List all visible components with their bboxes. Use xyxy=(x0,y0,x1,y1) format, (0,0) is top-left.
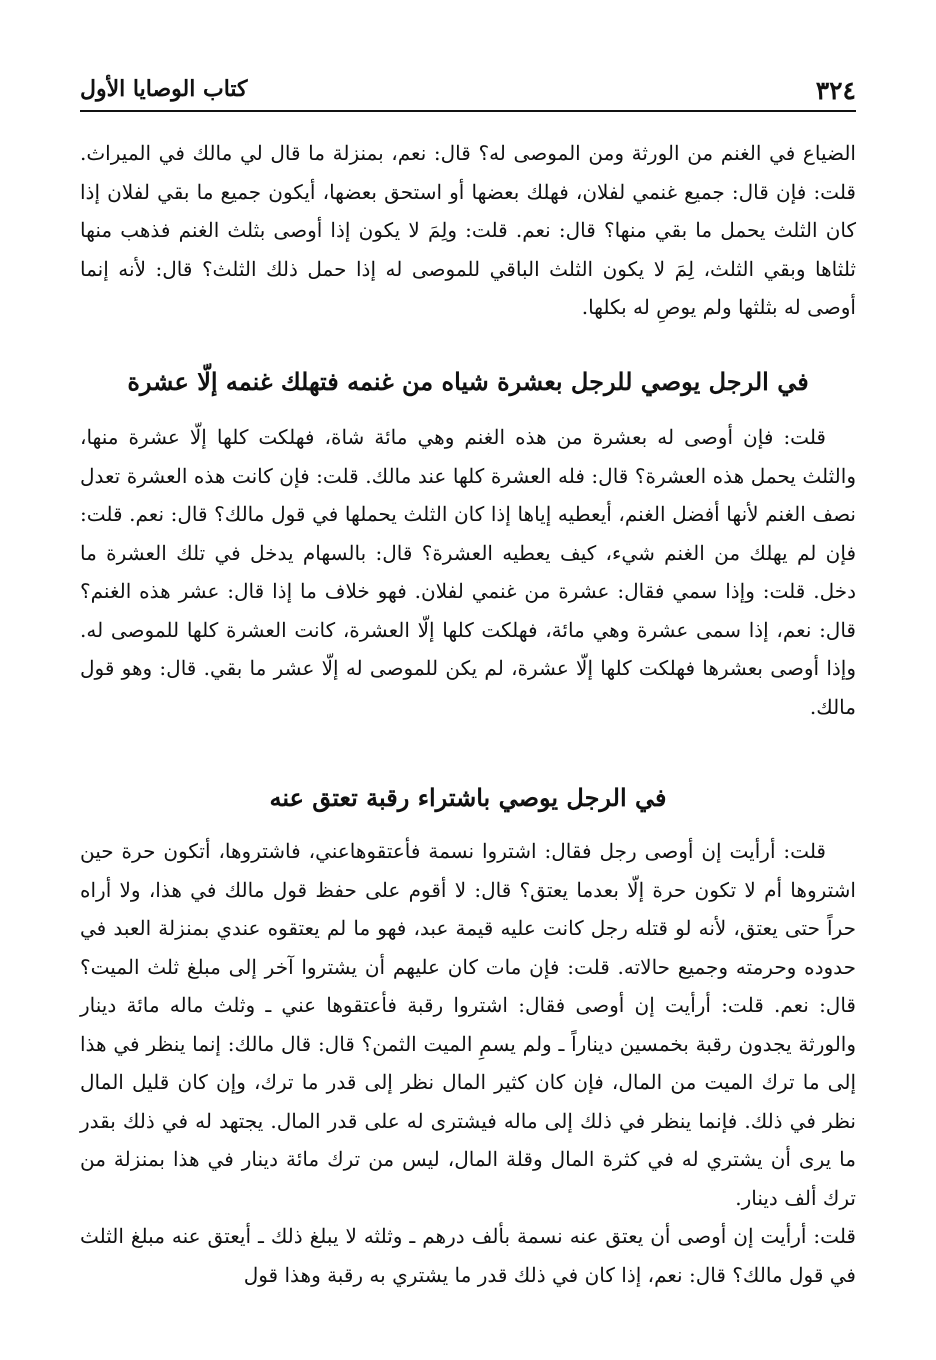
section-ten-sheep-body xyxy=(80,418,856,726)
running-header xyxy=(80,70,856,112)
book-title: كتاب الوصايا الأول xyxy=(80,76,248,102)
paragraph-text: قلت: أرأيت إن أوصى رجل فقال: اشتروا نسمة فأعتقوهاعني، فاشتروها، أتكون حرة حين اشتروها أم لا تكون حرة إلّا بعدما يعتق؟ قال: لا أقوم على حفظ قول مالك في هذا، ولا أراه حراً حتى يعتق، لأنه لو قتله رجل كانت عليه قيمة عبد، فهو ما لم يعتقوه عندي بمنزلة العبد في حدوده وحرمته وجميع حالاته. قلت: فإن مات كان عليهم أن يشتروا آخر إلى مبلغ ثلث الميت؟ قال: نعم. قلت: أرأيت إن أوصى فقال: اشتروا رقبة فأعتقوها عني ـ وثلث ماله مائة دينار والورثة يجدون رقبة بخمسين ديناراً ـ ولم يسمِ الميت الثمن؟ قال: قال مالك: إنما ينظر في هذا إلى ما ترك الميت من المال، فإن كان كثير المال نظر إلى قدر ما ترك، وإن كان قليل المال نظر في ذلك. فإنما ينظر في ذلك إلى ماله فيشترى له على قدر المال. يجتهد له في ذلك بقدر ما يرى أن يشتري له في كثرة المال وقلة المال، ليس من ترك مائة دينار في هذا بمنزلة من ترك ألف دينار. xyxy=(80,839,857,1210)
section-heading-ten-sheep: في الرجل يوصي للرجل بعشرة شياه من غنمه فتهلك غنمه إلّا عشرة xyxy=(127,367,809,396)
paragraph-text: الضياع في الغنم من الورثة ومن الموصى له؟ قال: نعم، بمنزلة ما قال لي مالك في الميراث. قلت: فإن قال: جميع غنمي لفلان، فهلك بعضها أو استحق بعضها، أيكون جميع ما بقي لفلان إذا كان الثلث يحمل ما بقي منها؟ قال: نعم. قلت: ولِمَ لا يكون إذا أوصى بثلث الغنم فذهب منها ثلثاها وبقي الثلث، لِمَ لا يكون الثلث الباقي للموصى له إذا حمل ذلك الثلث؟ قال: لأنه إنما أوصى له بثلثها ولم يوصِ له بكلها. xyxy=(80,141,856,319)
section-heading-buy-slave: في الرجل يوصي باشتراء رقبة تعتق عنه xyxy=(269,783,667,812)
opening-paragraph xyxy=(80,134,856,327)
page-number: ٣٢٤ xyxy=(815,76,856,105)
paragraph-text: قلت: أرأيت إن أوصى أن يعتق عنه نسمة بألف درهم ـ وثلثه لا يبلغ ذلك ـ أيعتق عنه مبلغ الثلث في قول مالك؟ قال: نعم، إذا كان في ذلك قدر ما يشتري به رقبة وهذا قول xyxy=(80,1224,856,1287)
section-buy-slave-body xyxy=(80,832,856,1294)
paragraph-text: قلت: فإن أوصى له بعشرة من هذه الغنم وهي مائة شاة، فهلكت كلها إلّا عشرة منها، والثلث يحمل هذه العشرة؟ قال: فله العشرة كلها عند مالك. قلت: فإن كانت هذه العشرة تعدل نصف الغنم لأنها أفضل الغنم، أيعطيه إياها إذا كان الثلث يحملها في قول مالك؟ قال: نعم. قلت: فإن لم يهلك من الغنم شيء، كيف يعطيه العشرة؟ قال: بالسهام يدخل في تلك العشرة ما دخل. قلت: وإذا سمي فقال: عشرة من غنمي لفلان. فهو خلاف ما إذا قال: عشر هذه الغنم؟ قال: نعم، إذا سمى عشرة وهي مائة، فهلكت كلها إلّا العشرة، كانت العشرة كلها للموصى له. وإذا أوصى بعشرها فهلكت كلها إلّا عشرة، لم يكن للموصى له إلّا عشر ما بقي. قال: وهو قول مالك. xyxy=(80,425,856,719)
